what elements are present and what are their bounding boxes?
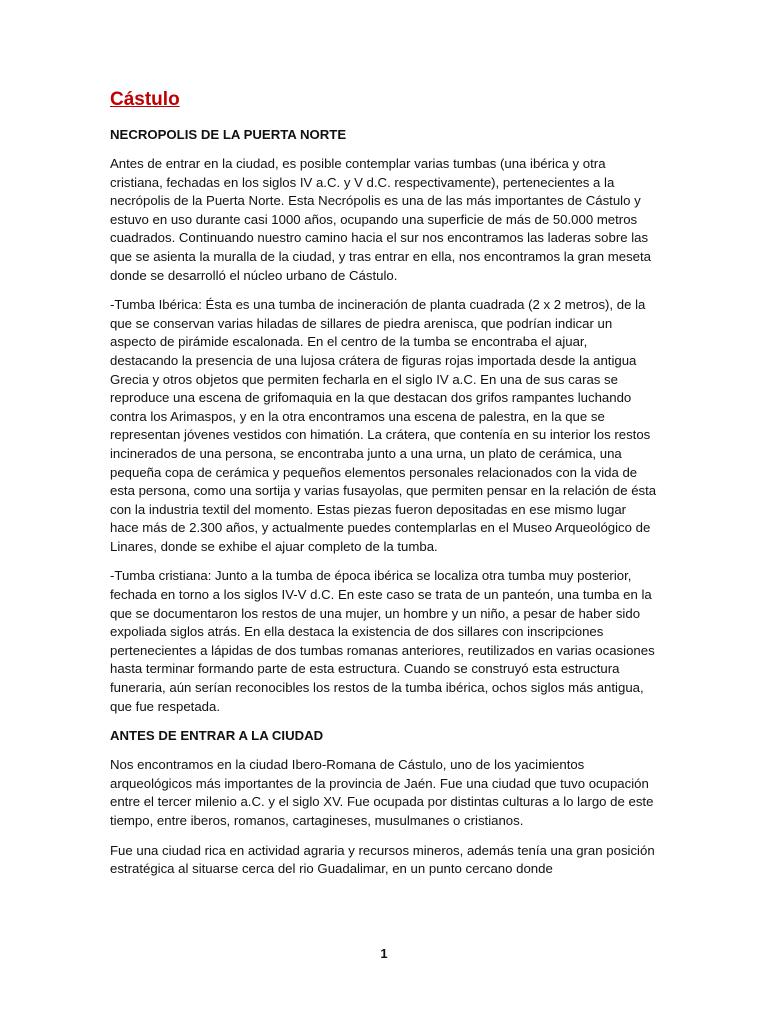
paragraph-ciudad-ibero-romana: Nos encontramos en la ciudad Ibero-Romana de Cástulo, uno de los yacimientos arqueológicos más importantes de la provincia de Jaén. Fue una ciudad que tuvo ocupación entre el tercer milenio a.C. y el siglo XV. Fue ocupada por distintas culturas a lo largo de este tiempo, entre iberos, romanos, cartagineses, musulmanes o cristianos. [110,757,654,828]
document-page [110,88,658,890]
section-heading-antes-de-entrar: ANTES DE ENTRAR A LA CIUDAD [110,728,324,744]
page-number: 1 [380,946,388,961]
section-heading-necropolis: NECROPOLIS DE LA PUERTA NORTE [110,127,347,142]
paragraph-intro: Antes de entrar en la ciudad, es posible contemplar varias tumbas (una ibérica y otra cristiana, fechadas en los siglos IV a.C. y V d.C. respectivamente), pertenecientes a la necrópolis de la Puerta Norte. Esta Necrópolis es una de las más importantes de Cástulo y estuvo en uso durante casi 1000 años, ocupando una superficie de más de 50.000 metros cuadrados. Continuando nuestro camino hacia el sur nos encontramos las laderas sobre las que se asienta la muralla de la ciudad, y tras entrar en ella, nos encontramos la gran meseta donde se desarrolló el núcleo urbano de Cástulo. [110,156,651,283]
paragraph-tumba-cristiana: -Tumba cristiana: Junto a la tumba de época ibérica se localiza otra tumba muy posterior, fechada en torno a los siglos IV-V d.C. En este caso se trata de un panteón, una tumba en la que se documentaron los restos de una mujer, un hombre y un niño, a pesar de haber sido expoliada siglos atrás. En ella destaca la existencia de dos sillares con inscripciones pertenecientes a lápidas de dos tumbas romanas anteriores, reutilizados en varias ocasiones hasta terminar formando parte de esta estructura. Cuando se construyó esta estructura funeraria, aún serían reconocibles los restos de la tumba ibérica, ochos siglos más antigua, que fue respetada. [110,568,655,714]
document-title: Cástulo [110,89,180,110]
paragraph-tumba-iberica: -Tumba Ibérica: Ésta es una tumba de incineración de planta cuadrada (2 x 2 metros), de la que se conservan varias hiladas de sillares de piedra arenisca, que podrían indicar un aspecto de pirámide escalonada. En el centro de la tumba se encontraba el ajuar, destacando la presencia de una lujosa crátera de figuras rojas importada desde la antigua Grecia y otros objetos que permiten fecharla en el siglo IV a.C. En una de sus caras se reproduce una escena de grifomaquia en la que destacan dos grifos rampantes luchando contra los Arimaspos, y en la otra encontramos una escena de palestra, en la que se representan jóvenes vestidos con himatión. La crátera, que contenía en su interior los restos incinerados de una persona, se encontraba junto a una urna, un plato de cerámica, una pequeña copa de cerámica y pequeños elementos personales relacionados con la vida de esta persona, como una sortija y varias fusayolas, que permiten pensar en la relación de ésta con la industria textil del momento. Estas piezas fueron depositadas en ese mismo lugar hace más de 2.300 años, y actualmente puedes contemplarlas en el Museo Arqueológico de Linares, donde se exhibe el ajuar completo de la tumba. [110,297,657,554]
paragraph-ciudad-rica: Fue una ciudad rica en actividad agraria y recursos mineros, además tenía una gran posición estratégica al situarse cerca del rio Guadalimar, en un punto cercano donde [110,842,655,877]
